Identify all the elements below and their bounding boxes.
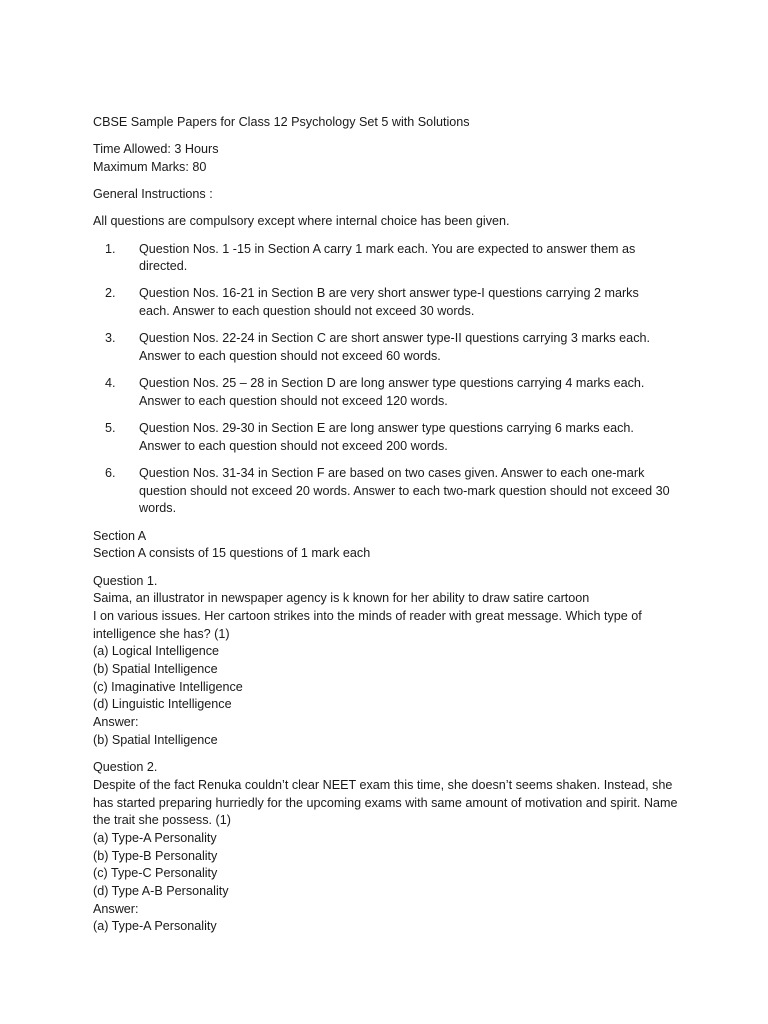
option-c: (c) Type-C Personality xyxy=(93,866,218,881)
instruction-number: 3. xyxy=(105,331,116,346)
question-stem-line: I on various issues. Her cartoon strikes into the minds of reader with great message. Which type of intelligence she has? (1) xyxy=(93,608,642,641)
option-d: (d) Linguistic Intelligence xyxy=(93,697,232,712)
instruction-text: Question Nos. 1 -15 in Section A carry 1 mark each. You are expected to answer them as directed. xyxy=(139,241,636,274)
question-stem-line: Despite of the fact Renuka couldn’t clear NEET exam this time, she doesn’t seems shaken. Instead, she has started preparing hurriedly for the upcoming exams with same amount of motivation and spirit. Name the trait she possess. (1) xyxy=(93,777,678,828)
option-d: (d) Type A-B Personality xyxy=(93,884,229,899)
question-label: Question 1. xyxy=(93,573,158,588)
instruction-item xyxy=(93,285,683,320)
option-a: (a) Logical Intelligence xyxy=(93,644,220,659)
answer-text: (a) Type-A Personality xyxy=(93,919,217,934)
instruction-text: Question Nos. 29-30 in Section E are long answer type questions carrying 6 marks each. Answer to each question should not exceed 200 words. xyxy=(139,421,634,453)
question-label: Question 2. xyxy=(93,760,158,775)
instruction-item xyxy=(93,241,683,276)
instruction-text: Question Nos. 25 – 28 in Section D are long answer type questions carrying 4 marks each. Answer to each question should not exceed 120 words. xyxy=(139,376,645,408)
question-stem-line: Saima, an illustrator in newspaper agency is k known for her ability to draw satire cartoon xyxy=(93,591,590,606)
instruction-text: Question Nos. 31-34 in Section F are based on two cases given. Answer to each one-mark question should not exceed 20 words. Answer to each two-mark question should not exceed 30 words. xyxy=(139,466,670,516)
option-b: (b) Spatial Intelligence xyxy=(93,662,218,677)
answer-label: Answer: xyxy=(93,715,139,730)
instruction-item xyxy=(93,330,683,365)
instruction-number: 6. xyxy=(105,466,116,481)
general-instructions-heading: General Instructions : xyxy=(93,187,213,202)
instruction-item xyxy=(93,465,683,518)
instruction-number: 2. xyxy=(105,286,116,301)
document-title: CBSE Sample Papers for Class 12 Psychology Set 5 with Solutions xyxy=(93,115,470,129)
instructions-intro: All questions are compulsory except where internal choice has been given. xyxy=(93,214,510,229)
instruction-text: Question Nos. 16-21 in Section B are very short answer type-I questions carrying 2 marks each. Answer to each question should not exceed 30 words. xyxy=(139,286,639,319)
option-a: (a) Type-A Personality xyxy=(93,830,217,845)
instruction-text: Question Nos. 22-24 in Section C are short answer type-II questions carrying 3 marks each. Answer to each question should not exceed 60 words. xyxy=(139,331,650,364)
option-c: (c) Imaginative Intelligence xyxy=(93,679,243,694)
maximum-marks: Maximum Marks: 80 xyxy=(93,159,207,174)
instruction-number: 1. xyxy=(105,241,116,256)
instruction-item xyxy=(93,420,683,455)
instruction-number: 4. xyxy=(105,376,116,391)
answer-label: Answer: xyxy=(93,901,139,916)
instruction-number: 5. xyxy=(105,421,116,436)
answer-text: (b) Spatial Intelligence xyxy=(93,732,218,747)
document-content xyxy=(93,114,683,936)
section-subheading: Section A consists of 15 questions of 1 mark each xyxy=(93,546,371,561)
question-block xyxy=(93,573,683,750)
instruction-item xyxy=(93,375,683,410)
time-allowed: Time Allowed: 3 Hours xyxy=(93,142,219,157)
question-block xyxy=(93,759,683,936)
option-b: (b) Type-B Personality xyxy=(93,848,218,863)
section-heading: Section A xyxy=(93,528,147,543)
instructions-list xyxy=(93,241,683,519)
